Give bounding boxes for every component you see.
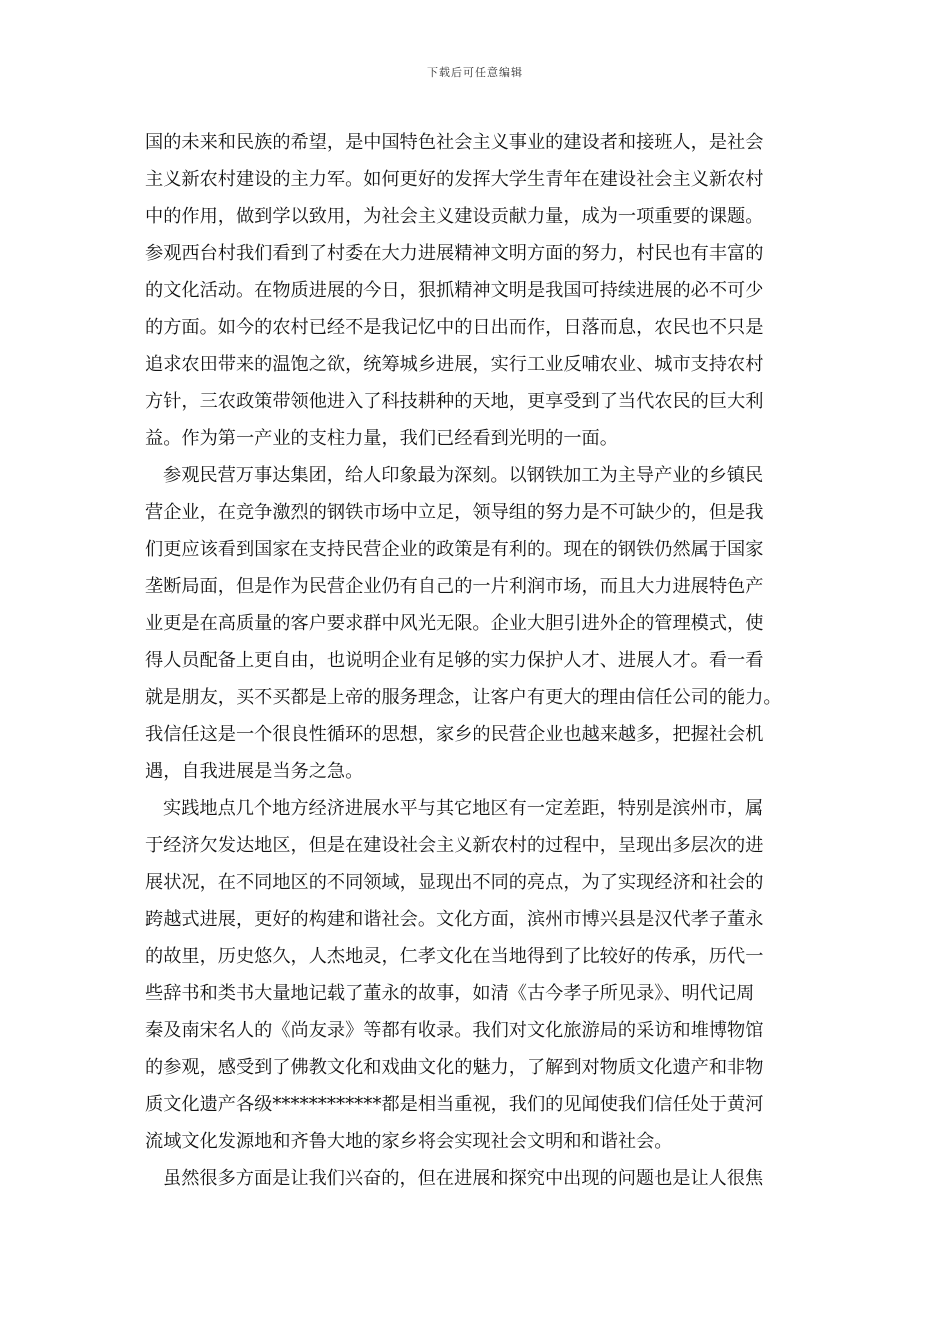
text-line: 国的未来和民族的希望，是中国特色社会主义事业的建设者和接班人，是社会 (145, 132, 764, 153)
text-line: 些辞书和类书大量地记载了董永的故事，如清《古今孝子所见录》、明代记周 (145, 983, 755, 1004)
document-body (145, 124, 805, 1197)
text-line: 就是朋友，买不买都是上帝的服务理念，让客户有更大的理由信任公司的能力。 (145, 687, 782, 708)
text-line: 参观民营万事达集团，给人印象最为深刻。以钢铁加工为主导产业的乡镇民 (163, 465, 764, 486)
text-line: 益。作为第一产业的支柱力量，我们已经看到光明的一面。 (145, 428, 618, 449)
text-line: 的方面。如今的农村已经不是我记忆中的日出而作，日落而息，农民也不只是 (145, 317, 764, 338)
text-line: 展状况，在不同地区的不同领域，显现出不同的亮点，为了实现经济和社会的 (145, 872, 764, 893)
text-line: 的故里，历史悠久，人杰地灵，仁孝文化在当地得到了比较好的传承，历代一 (145, 946, 764, 967)
text-line: 跨越式进展，更好的构建和谐社会。文化方面，滨州市博兴县是汉代孝子董永 (145, 909, 764, 930)
text-line: 营企业，在竞争激烈的钢铁市场中立足，领导组的努力是不可缺少的，但是我 (145, 502, 764, 523)
text-line: 秦及南宋名人的《尚友录》等都有收录。我们对文化旅游局的采访和堆博物馆 (145, 1020, 764, 1041)
text-line: 我信任这是一个很良性循环的思想，家乡的民营企业也越来越多，把握社会机 (145, 724, 764, 745)
text-line: 得人员配备上更自由，也说明企业有足够的实力保护人才、进展人才。看一看 (145, 650, 764, 671)
text-line: 实践地点几个地方经济进展水平与其它地区有一定差距，特别是滨州市，属 (163, 798, 764, 819)
text-line: 业更是在高质量的客户要求群中风光无限。企业大胆引进外企的管理模式，使 (145, 613, 764, 634)
page-header: 下载后可任意编辑 (427, 66, 523, 79)
text-line: 于经济欠发达地区，但是在建设社会主义新农村的过程中，呈现出多层次的进 (145, 835, 764, 856)
text-line: 主义新农村建设的主力军。如何更好的发挥大学生青年在建设社会主义新农村 (145, 169, 764, 190)
text-line: 追求农田带来的温饱之欲，统筹城乡进展，实行工业反哺农业、城市支持农村 (145, 354, 764, 375)
text-line: 遇，自我进展是当务之急。 (145, 761, 364, 782)
text-line: 的文化活动。在物质进展的今日，狠抓精神文明是我国可持续进展的必不可少 (145, 280, 764, 301)
text-line: 参观西台村我们看到了村委在大力进展精神文明方面的努力，村民也有丰富的 (145, 243, 764, 264)
text-line: 中的作用，做到学以致用，为社会主义建设贡献力量，成为一项重要的课题。 (145, 206, 764, 227)
text-line: 们更应该看到国家在支持民营企业的政策是有利的。现在的钢铁仍然属于国家 (145, 539, 764, 560)
text-line: 虽然很多方面是让我们兴奋的，但在进展和探究中出现的问题也是让人很焦 (163, 1168, 764, 1189)
text-line: 质文化遗产各级************都是相当重视，我们的见闻使我们信任处于黄河 (145, 1094, 764, 1115)
text-line: 方针，三农政策带领他进入了科技耕种的天地，更享受到了当代农民的巨大利 (145, 391, 764, 412)
text-line: 的参观，感受到了佛教文化和戏曲文化的魅力，了解到对物质文化遗产和非物 (145, 1057, 764, 1078)
text-line: 流域文化发源地和齐鲁大地的家乡将会实现社会文明和和谐社会。 (145, 1131, 673, 1152)
text-line: 垄断局面，但是作为民营企业仍有自己的一片利润市场，而且大力进展特色产 (145, 576, 764, 597)
